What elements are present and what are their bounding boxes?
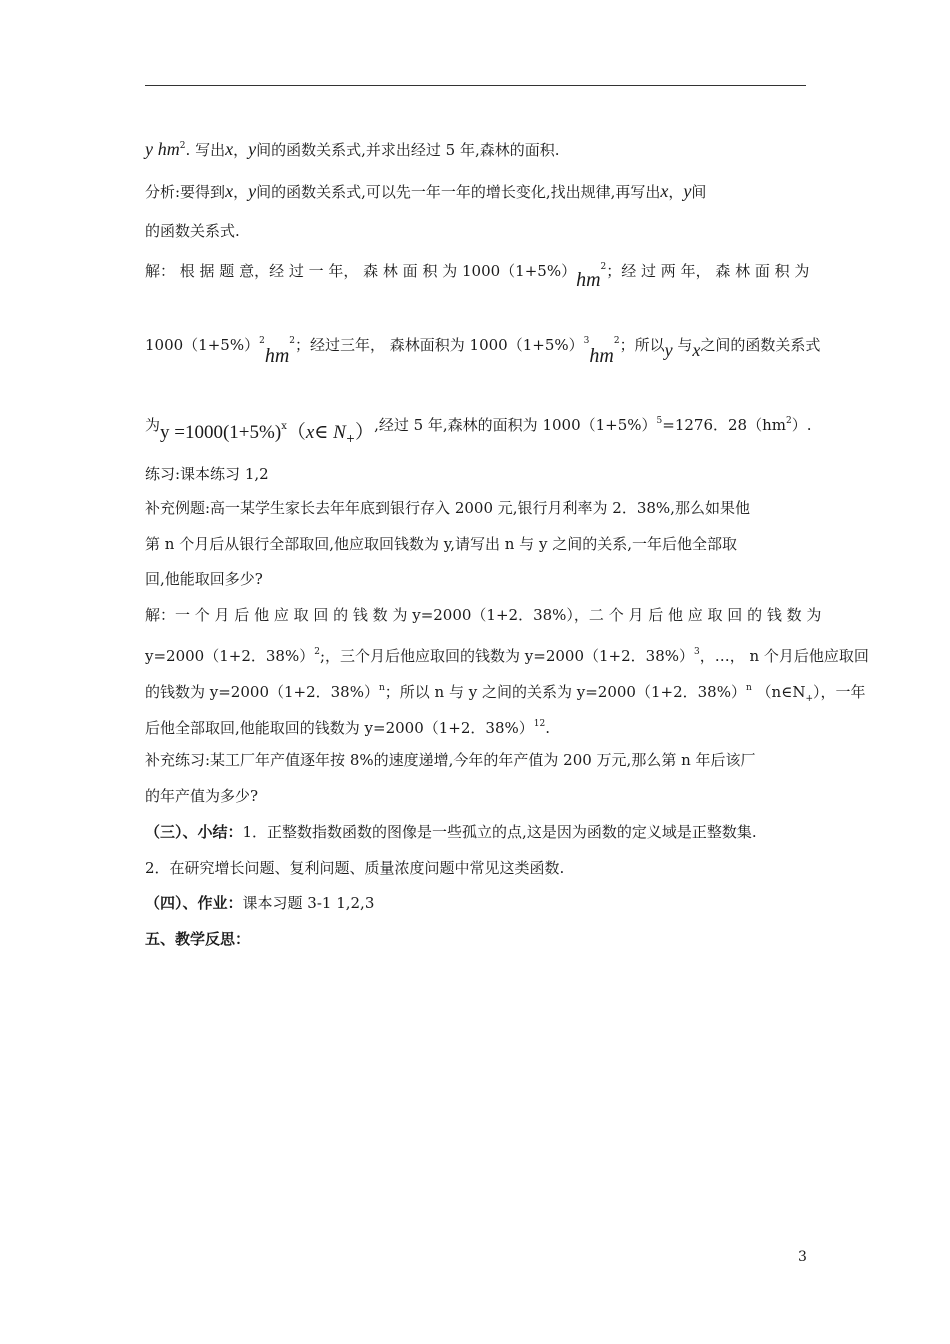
header-rule: [145, 85, 806, 86]
section-heading: （四）、作业：: [145, 894, 243, 912]
line-practice: 练习:课本练习 1,2: [145, 465, 269, 483]
section-heading: 五、教学反思：: [145, 930, 251, 948]
line-exercise-1: 补充练习:某工厂年产值逐年按 8%的速度递增,今年的年产值为 200 万元,那么第 n 年后该厂: [145, 751, 756, 769]
line-answer-2: y=2000（1+2．38%）$^2$;，三个月后他应取回的钱数为 y=2000（1+2．38%）$^3$，…， n 个月后他应取回: [145, 647, 869, 665]
line-solution-2: $1000(1+5\%)^2hm^2$；经过三年， 森林面积为 $1000(1+5\%)^3hm^2$；所以y 与x之间的函数关系式: [145, 336, 821, 367]
formula: y =1000(1+5%): [160, 422, 282, 443]
line-exercise-2: 的年产值为多少?: [145, 787, 259, 805]
line-analysis: 分析:要得到x，y间的函数关系式,可以先一年一年的增长变化,找出规律,再写出x，y间: [145, 181, 707, 201]
unit-hm: hm: [157, 139, 180, 159]
line-solution-1: 解： 根 据 题 意，经 过 一 年， 森 林 面 积 为 $1000(1+5\%)hm^2$；经 过 两 年， 森 林 面 积 为: [145, 262, 810, 291]
line-example-1: 补充例题:高一某学生家长去年年底到银行存入 2000 元,银行月利率为 2．38%,那么如果他: [145, 499, 750, 517]
var-y: y: [145, 139, 153, 159]
var-x: x: [225, 139, 234, 159]
line-summary-2: 2．在研究增长问题、复利问题、质量浓度问题中常见这类函数.: [145, 859, 565, 877]
section-heading: （三）、小结：: [145, 823, 243, 841]
var-y: y: [248, 139, 257, 159]
line-formula: 为$y =1000(1+5\%)^x(x\in$ $N_+$）,经过 5 年,森林的面积为 $1000(1+5\%)^5=1276$．$28(hm^2)$.: [145, 416, 812, 445]
line-homework: （四）、作业：课本习题 3-1 1,2,3: [145, 894, 375, 912]
line-reflection: [145, 928, 250, 950]
line-answer-3: 的钱数为 y=2000（1+2．38%）$^n$；所以 n 与 y 之间的关系为 y=2000（1+2．38%）$^n$ $(n\in N_+)$，一年: [145, 683, 866, 704]
line-example-2: 第 n 个月后从银行全部取回,他应取回钱数为 y,请写出 n 与 y 之间的关系,一年后他全部取: [145, 535, 737, 553]
line-example-3: 回,他能取回多少?: [145, 570, 263, 588]
line-summary-1: （三）、小结：1．正整数指数函数的图像是一些孤立的点,这是因为函数的定义域是正整数集.: [145, 823, 757, 841]
line-1: y $hm^2$. 写出x，y间的函数关系式,并求出经过 5 年,森林的面积.: [145, 139, 560, 159]
line-answer-1: 解：一 个 月 后 他 应 取 回 的 钱 数 为 y=2000（1+2．38%），二 个 月 后 他 应 取 回 的 钱 数 为: [145, 606, 822, 624]
line-3: 的函数关系式.: [145, 222, 240, 240]
page-number: 3: [798, 1249, 807, 1265]
line-answer-4: 后他全部取回,他能取回的钱数为 y=2000（1+2．38%）$^{12}$.: [145, 719, 550, 737]
